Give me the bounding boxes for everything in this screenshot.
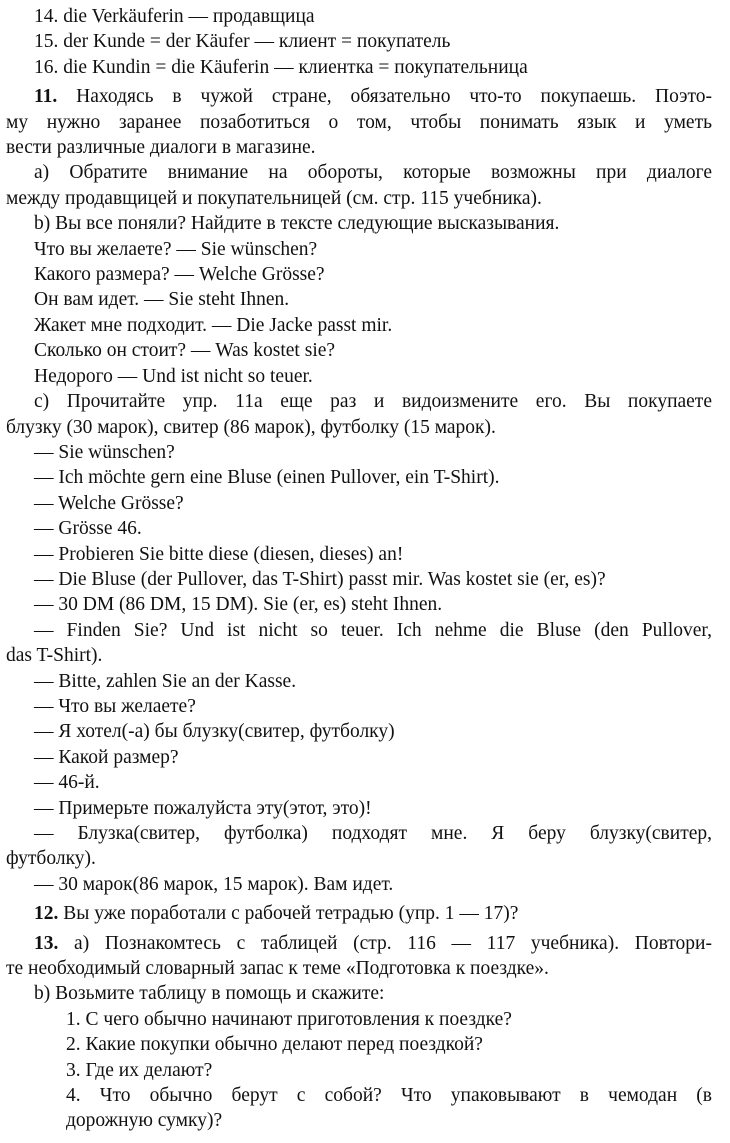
exercise-11 bbox=[6, 84, 712, 897]
dialog-line: — Примерьте пожалуйста эту(этот, это)! bbox=[34, 797, 372, 819]
question-item: 1. С чего обычно начинают приготовления к поездке? bbox=[66, 1008, 512, 1030]
task-a-line: между продавщицей и покупательницей (см. стр. 115 учебника). bbox=[6, 187, 542, 209]
question-item: дорожную сумку)? bbox=[66, 1110, 223, 1132]
exercise-11-intro-line: му нужно заранее позаботиться о том, чтобы понимать язык и уметь bbox=[6, 111, 712, 133]
question-item: 4. Что обычно берут с собой? Что упаковывают в чемодан (в bbox=[66, 1085, 712, 1107]
vocab-item: 15. der Kunde = der Käufer — клиент = покупатель bbox=[34, 31, 451, 53]
vocabulary-list bbox=[6, 4, 712, 80]
question-list bbox=[6, 1007, 712, 1134]
dialog-line: — Die Bluse (der Pullover, das T-Shirt) passt mir. Was kostet sie (er, es)? bbox=[34, 568, 606, 590]
task-c-line: с) Прочитайте упр. 11а еще раз и видоизмените его. Вы покупаете bbox=[34, 391, 712, 413]
russian-dialog bbox=[6, 694, 712, 897]
exercise-11-intro-line: вести различные диалоги в магазине. bbox=[6, 137, 316, 159]
dialog-line: — Welche Grösse? bbox=[34, 492, 184, 514]
dialog-line: — Какой размер? bbox=[34, 746, 179, 768]
dialog-line: — Блузка(свитер, футболка) подходят мне. Я беру блузку(свитер, bbox=[34, 823, 712, 844]
phrase-item: Жакет мне подходит. — Die Jacke passt mir. bbox=[34, 314, 393, 336]
task-a-line: а) Обратите внимание на обороты, которые возможны при диалоге bbox=[34, 162, 712, 184]
dialog-line: — Grösse 46. bbox=[34, 518, 142, 540]
dialog-line: — Sie wünschen? bbox=[34, 441, 175, 463]
task-a-line: 13. а) Познакомтесь с таблицей (стр. 116 — 117 учебника). Повтори- bbox=[34, 932, 712, 954]
dialog-line: — Finden Sie? Und ist nicht so teuer. Ich nehme die Bluse (den Pullover, bbox=[34, 619, 712, 641]
question-item: 2. Какие покупки обычно делают перед поездкой? bbox=[66, 1034, 483, 1056]
phrase-item: Сколько он стоит? — Was kostet sie? bbox=[34, 340, 336, 362]
exercise-11-intro-line: 11. Находясь в чужой стране, обязательно что-то покупаешь. Поэто- bbox=[34, 86, 712, 108]
dialog-line: — Я хотел(-а) бы блузку(свитер, футболку) bbox=[34, 721, 395, 743]
phrase-list bbox=[6, 237, 712, 389]
dialog-line: — Bitte, zahlen Sie an der Kasse. bbox=[34, 670, 297, 692]
vocab-item: 16. die Kundin = die Käuferin — клиентка = покупательница bbox=[34, 56, 528, 78]
dialog-line: — Что вы желаете? bbox=[34, 695, 196, 717]
dialog-line: — Ich möchte gern eine Bluse (einen Pullover, ein T-Shirt). bbox=[34, 467, 500, 489]
exercise-number: 13. bbox=[34, 932, 59, 954]
phrase-item: Недорого — Und ist nicht so teuer. bbox=[34, 365, 313, 387]
exercise-number: 12. bbox=[34, 903, 59, 925]
task-a-line: те необходимый словарный запас к теме «Подготовка к поездке». bbox=[6, 958, 549, 980]
dialog-line: футболку). bbox=[6, 848, 96, 870]
phrase-item: Какого размера? — Welche Grösse? bbox=[34, 264, 325, 286]
vocab-item: 14. die Verkäuferin — продавщица bbox=[34, 6, 315, 27]
exercise-12: 12. Вы уже поработали с рабочей тетрадью (упр. 1 — 17)? bbox=[34, 903, 519, 925]
exercise-number: 11. bbox=[34, 86, 58, 108]
phrase-item: Он вам идет. — Sie steht Ihnen. bbox=[34, 289, 290, 311]
dialog-line: — 46-й. bbox=[34, 772, 100, 794]
task-b-line: b) Вы все поняли? Найдите в тексте следующие высказывания. bbox=[34, 213, 560, 235]
dialog-line: das T-Shirt). bbox=[6, 645, 103, 667]
question-item: 3. Где их делают? bbox=[66, 1059, 213, 1081]
task-b-line: b) Возьмите таблицу в помощь и скажите: bbox=[34, 983, 385, 1005]
german-dialog bbox=[6, 440, 712, 694]
exercise-13 bbox=[6, 931, 712, 1134]
task-c-line: блузку (30 марок), свитер (86 марок), футболку (15 марок). bbox=[6, 416, 496, 438]
dialog-line: — 30 DM (86 DM, 15 DM). Sie (er, es) steht Ihnen. bbox=[34, 594, 443, 616]
dialog-line: — Probieren Sie bitte diese (diesen, dieses) an! bbox=[34, 543, 404, 565]
phrase-item: Что вы желаете? — Sie wünschen? bbox=[34, 238, 318, 260]
dialog-line: — 30 марок(86 марок, 15 марок). Вам идет. bbox=[34, 873, 394, 895]
